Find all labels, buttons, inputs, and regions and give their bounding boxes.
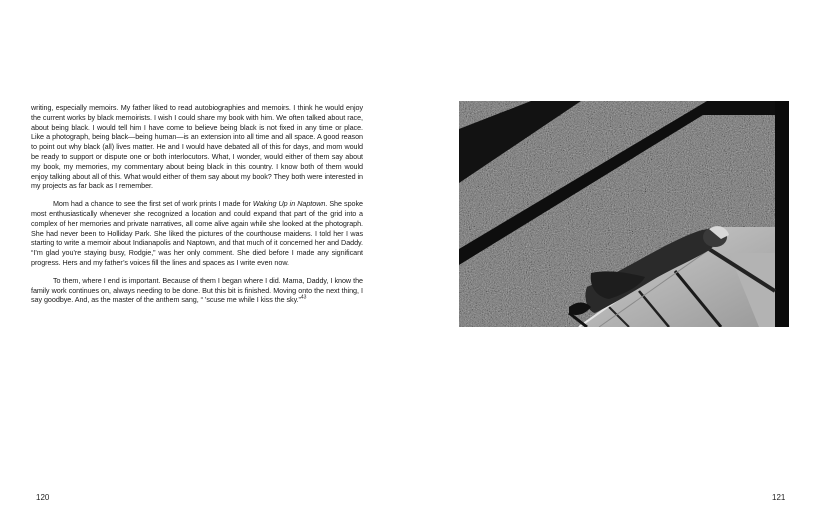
- paragraph-2-rest: . She spoke most enthusiastically whenever she recognized a location and could expand that part of the grid into a complex of her memories and private narratives, all come alive again while she looked at the photograph. She had never been to Holliday Park. She liked the pictures of the courthouse maidens. I told her I was starting to write a memoir about Indianapolis and Naptown, and that much of it concerned her and Daddy. “I’m glad you’re staying busy, Rodgie,” was her only comment. She died before I made any significant progress. Hers and my father’s voices fill the lines and spaces as I write even now.: [31, 199, 363, 267]
- pillar-edge: [775, 101, 789, 327]
- photograph-image: [459, 101, 789, 327]
- stairway-photograph: [459, 101, 789, 327]
- footnote-marker: 43: [300, 294, 307, 301]
- paragraph-3-text: To them, where I end is important. Because of them I began where I did. Mama, Daddy, I know the family work continues on, always needing to be done. But this bit is finished. Moving onto the next thing, I say goodbye. And, as the master of the anthem sang, “ ’scuse me while I kiss the sky.”: [31, 275, 363, 305]
- page-number-left: 120: [36, 493, 50, 502]
- paragraph-2-start: Mom had a chance to see the first set of work prints I made for: [53, 199, 253, 209]
- paragraph-1: writing, especially memoirs. My father liked to read autobiographies and memoirs. I think he would enjoy the current works by black memoirists. I wish I could share my book with him. We often talked about race, about being black. I would tell him I have come to believe being black is not fixed in any time or place. Like a photograph, being black—being human—is an extension into all time and all space. A good reason to point out why black (all) lives matter. He and I would have debated all of this for days, and mom would be ready to support or dispute one or both interlocutors. What, I wonder, would either of them say about my book, my memories, my commentary about being black in this country. I know both of them would enjoy talking about all of this. What would either of them say about my book? They both were interested in my projects as far back as I remember.: [31, 103, 363, 191]
- page-number-right: 121: [772, 493, 786, 502]
- paragraph-3: [31, 276, 363, 305]
- paragraph-2: [31, 199, 363, 268]
- memoir-text-block: [31, 103, 363, 313]
- book-title-italic: Waking Up in Naptown: [252, 199, 326, 209]
